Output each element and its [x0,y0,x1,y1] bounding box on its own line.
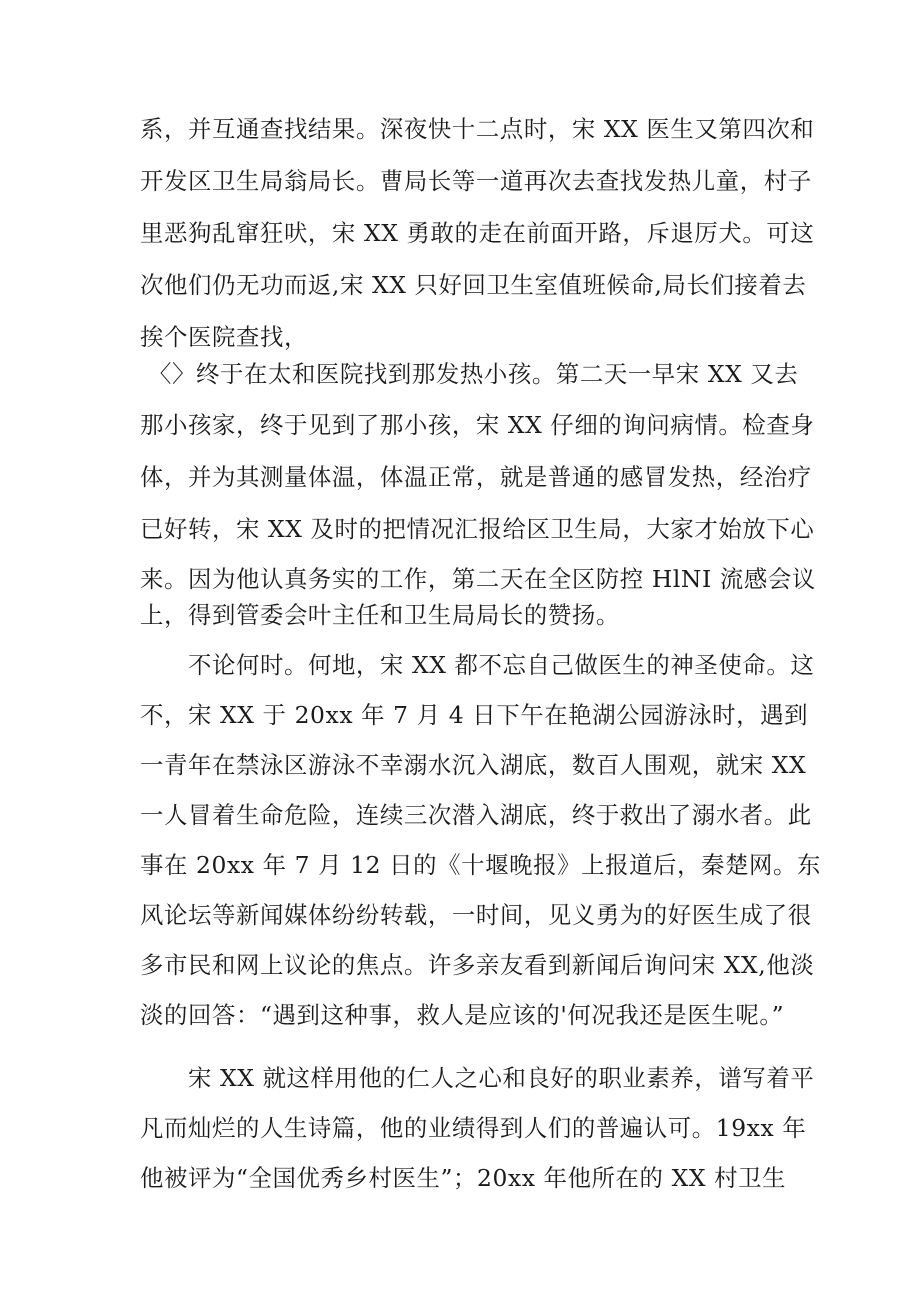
text-line: 里恶狗乱窜狂吠，宋 XX 勇敢的走在前面开路，斥退厉犬。可这 [140,219,815,247]
text-line: 已好转，宋 XX 及时的把情况汇报给区卫生局，大家才始放下心 [140,515,815,543]
text-line: 事在 20xx 年 7 月 12 日的《十堰晚报》上报道后，秦楚网。东 [140,851,821,879]
text-line: 不论何时。何地，宋 XX 都不忘自己做医生的神圣使命。这 [188,651,815,679]
text-line: 宋 XX 就这样用他的仁人之心和良好的职业素养，谱写着平 [188,1064,815,1092]
text-line: 〈〉终于在太和医院找到那发热小孩。第二天一早宋 XX 又去 [148,360,799,388]
text-line: 风论坛等新闻媒体纷纷转载，一时间，见义勇为的好医生成了很 [140,901,812,929]
text-line: 一青年在禁泳区游泳不幸溺水沉入湖底，数百人围观，就宋 XX [140,751,807,779]
text-line: 他被评为“全国优秀乡村医生”；20xx 年他所在的 XX 村卫生 [140,1164,787,1192]
text-line: 一人冒着生命危险，连续三次潜入湖底，终于救出了溺水者。此 [140,801,812,829]
text-line: 次他们仍无功而返,宋 XX 只好回卫生室值班候命,局长们接着去 [140,271,807,299]
text-line: 多市民和网上议论的焦点。许多亲友看到新闻后询问宋 XX,他淡 [140,951,815,979]
text-line: 不，宋 XX 于 20xx 年 7 月 4 日下午在艳湖公园游泳时，遇到 [140,701,809,729]
text-line: 来。因为他认真务实的工作，第二天在全区防控 HlNI 流感会议 [140,565,816,593]
text-line: 系，并互通查找结果。深夜快十二点时，宋 XX 医生又第四次和 [140,115,815,143]
text-line: 体，并为其测量体温，体温正常，就是普通的感冒发热，经治疗 [140,463,812,491]
text-line: 开发区卫生局翁局长。曹局长等一道再次去查找发热儿童，村子 [140,167,812,195]
text-line: 凡而灿烂的人生诗篇，他的业绩得到人们的普遍认可。19xx 年 [140,1114,807,1142]
text-line: 挨个医院查找， [140,323,308,351]
text-line: 那小孩家，终于见到了那小孩，宋 XX 仔细的询问病情。检查身 [140,411,815,439]
text-line: 上，得到管委会叶主任和卫生局局长的赞扬。 [140,601,620,629]
text-line: 淡的回答：“遇到这种事，救人是应该的'何况我还是医生呢。” [140,1001,785,1029]
